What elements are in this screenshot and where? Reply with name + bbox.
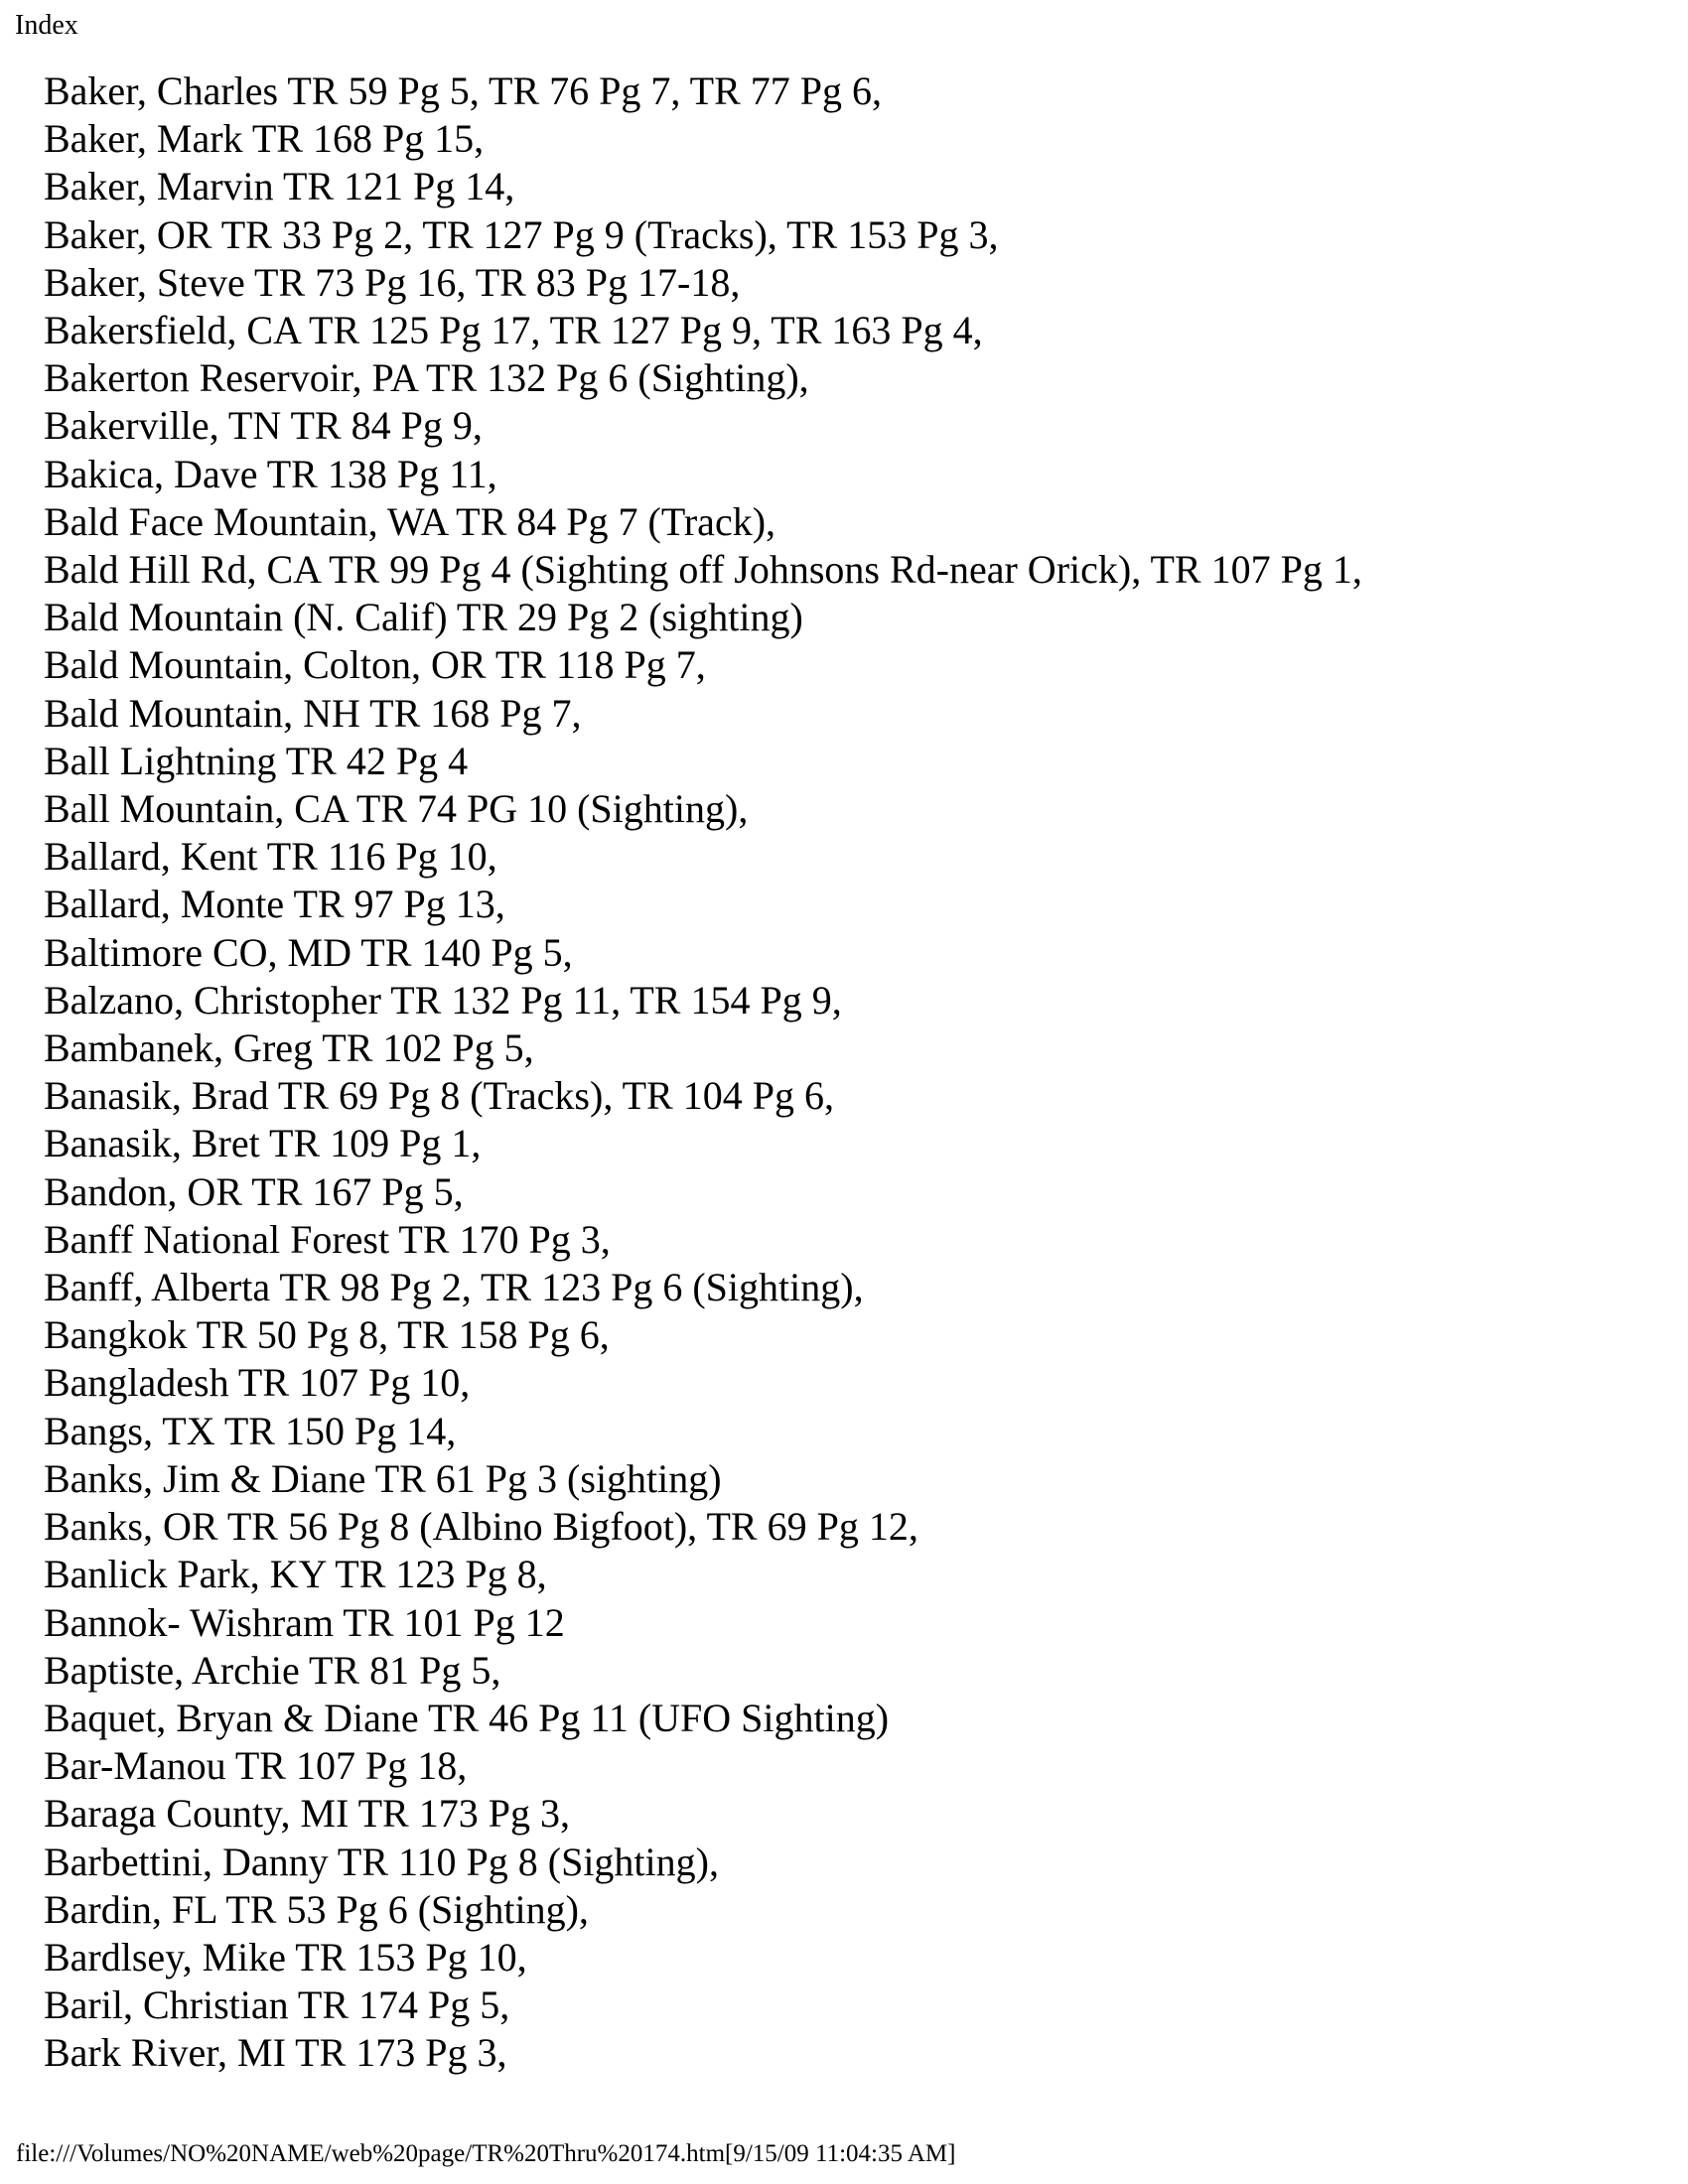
index-entry: Banks, OR TR 56 Pg 8 (Albino Bigfoot), TR 69 Pg 12,: [44, 1504, 918, 1550]
index-entry: Baker, Steve TR 73 Pg 16, TR 83 Pg 17-18,: [44, 259, 741, 305]
index-entry: Bald Mountain (N. Calif) TR 29 Pg 2 (sighting): [44, 595, 803, 640]
index-entry: Ballard, Monte TR 97 Pg 13,: [44, 882, 505, 927]
index-entry: Bardin, FL TR 53 Pg 6 (Sighting),: [44, 1886, 589, 1932]
index-entry: Bald Mountain, Colton, OR TR 118 Pg 7,: [44, 642, 706, 688]
index-entry: Balzano, Christopher TR 132 Pg 11, TR 154 Pg 9,: [44, 977, 842, 1023]
index-entry: Bark River, MI TR 173 Pg 3,: [44, 2030, 507, 2076]
index-entry: Bardlsey, Mike TR 153 Pg 10,: [44, 1934, 527, 1979]
page-title: Index: [15, 10, 78, 41]
index-entry: Baker, Marvin TR 121 Pg 14,: [44, 164, 515, 209]
index-entry: Bangs, TX TR 150 Pg 14,: [44, 1408, 457, 1453]
index-entry: Banasik, Brad TR 69 Pg 8 (Tracks), TR 104 Pg 6,: [44, 1073, 834, 1119]
index-entry: Ball Lightning TR 42 Pg 4: [44, 738, 469, 783]
index-entry: Baptiste, Archie TR 81 Pg 5,: [44, 1647, 501, 1693]
index-entry: Bakersfield, CA TR 125 Pg 17, TR 127 Pg 9, TR 163 Pg 4,: [44, 308, 983, 353]
index-entry: Baker, OR TR 33 Pg 2, TR 127 Pg 9 (Tracks), TR 153 Pg 3,: [44, 211, 999, 257]
index-entry: Bar-Manou TR 107 Pg 18,: [44, 1743, 468, 1789]
index-entry: Bakerton Reservoir, PA TR 132 Pg 6 (Sighting),: [44, 355, 809, 401]
index-entry: Barbettini, Danny TR 110 Pg 8 (Sighting),: [44, 1839, 719, 1884]
index-entry: Banks, Jim & Diane TR 61 Pg 3 (sighting): [44, 1455, 722, 1501]
index-entry: Bakerville, TN TR 84 Pg 9,: [44, 403, 483, 449]
index-entry: Banff National Forest TR 170 Pg 3,: [44, 1216, 611, 1262]
index-entry: Baker, Charles TR 59 Pg 5, TR 76 Pg 7, TR 77 Pg 6,: [44, 68, 883, 113]
index-entry: Ballard, Kent TR 116 Pg 10,: [44, 834, 497, 880]
index-entry-list: [44, 68, 1678, 2078]
index-entry: Bannok- Wishram TR 101 Pg 12: [44, 1599, 565, 1645]
index-entry: Bald Hill Rd, CA TR 99 Pg 4 (Sighting off Johnsons Rd-near Orick), TR 107 Pg 1,: [44, 547, 1362, 593]
index-entry: Bambanek, Greg TR 102 Pg 5,: [44, 1025, 534, 1071]
index-entry: Banasik, Bret TR 109 Pg 1,: [44, 1121, 482, 1166]
index-entry: Baquet, Bryan & Diane TR 46 Pg 11 (UFO Sighting): [44, 1695, 890, 1740]
index-entry: Baraga County, MI TR 173 Pg 3,: [44, 1791, 570, 1837]
index-entry: Bangladesh TR 107 Pg 10,: [44, 1360, 471, 1406]
index-entry: Baltimore CO, MD TR 140 Pg 5,: [44, 929, 573, 975]
index-entry: Banlick Park, KY TR 123 Pg 8,: [44, 1552, 547, 1597]
index-entry: Bald Face Mountain, WA TR 84 Pg 7 (Track),: [44, 498, 776, 544]
index-entry: Bald Mountain, NH TR 168 Pg 7,: [44, 690, 582, 736]
index-entry: Baril, Christian TR 174 Pg 5,: [44, 1982, 510, 2028]
index-entry: Bangkok TR 50 Pg 8, TR 158 Pg 6,: [44, 1312, 610, 1358]
index-entry: Ball Mountain, CA TR 74 PG 10 (Sighting),: [44, 786, 749, 832]
index-entry: Bakica, Dave TR 138 Pg 11,: [44, 451, 497, 496]
index-entry: Banff, Alberta TR 98 Pg 2, TR 123 Pg 6 (Sighting),: [44, 1265, 864, 1310]
file-path-footer: file:///Volumes/NO%20NAME/web%20page/TR%20Thru%20174.htm[9/15/09 11:04:35 AM]: [16, 2140, 956, 2167]
index-entry: Baker, Mark TR 168 Pg 15,: [44, 116, 485, 162]
index-entry: Bandon, OR TR 167 Pg 5,: [44, 1168, 464, 1214]
